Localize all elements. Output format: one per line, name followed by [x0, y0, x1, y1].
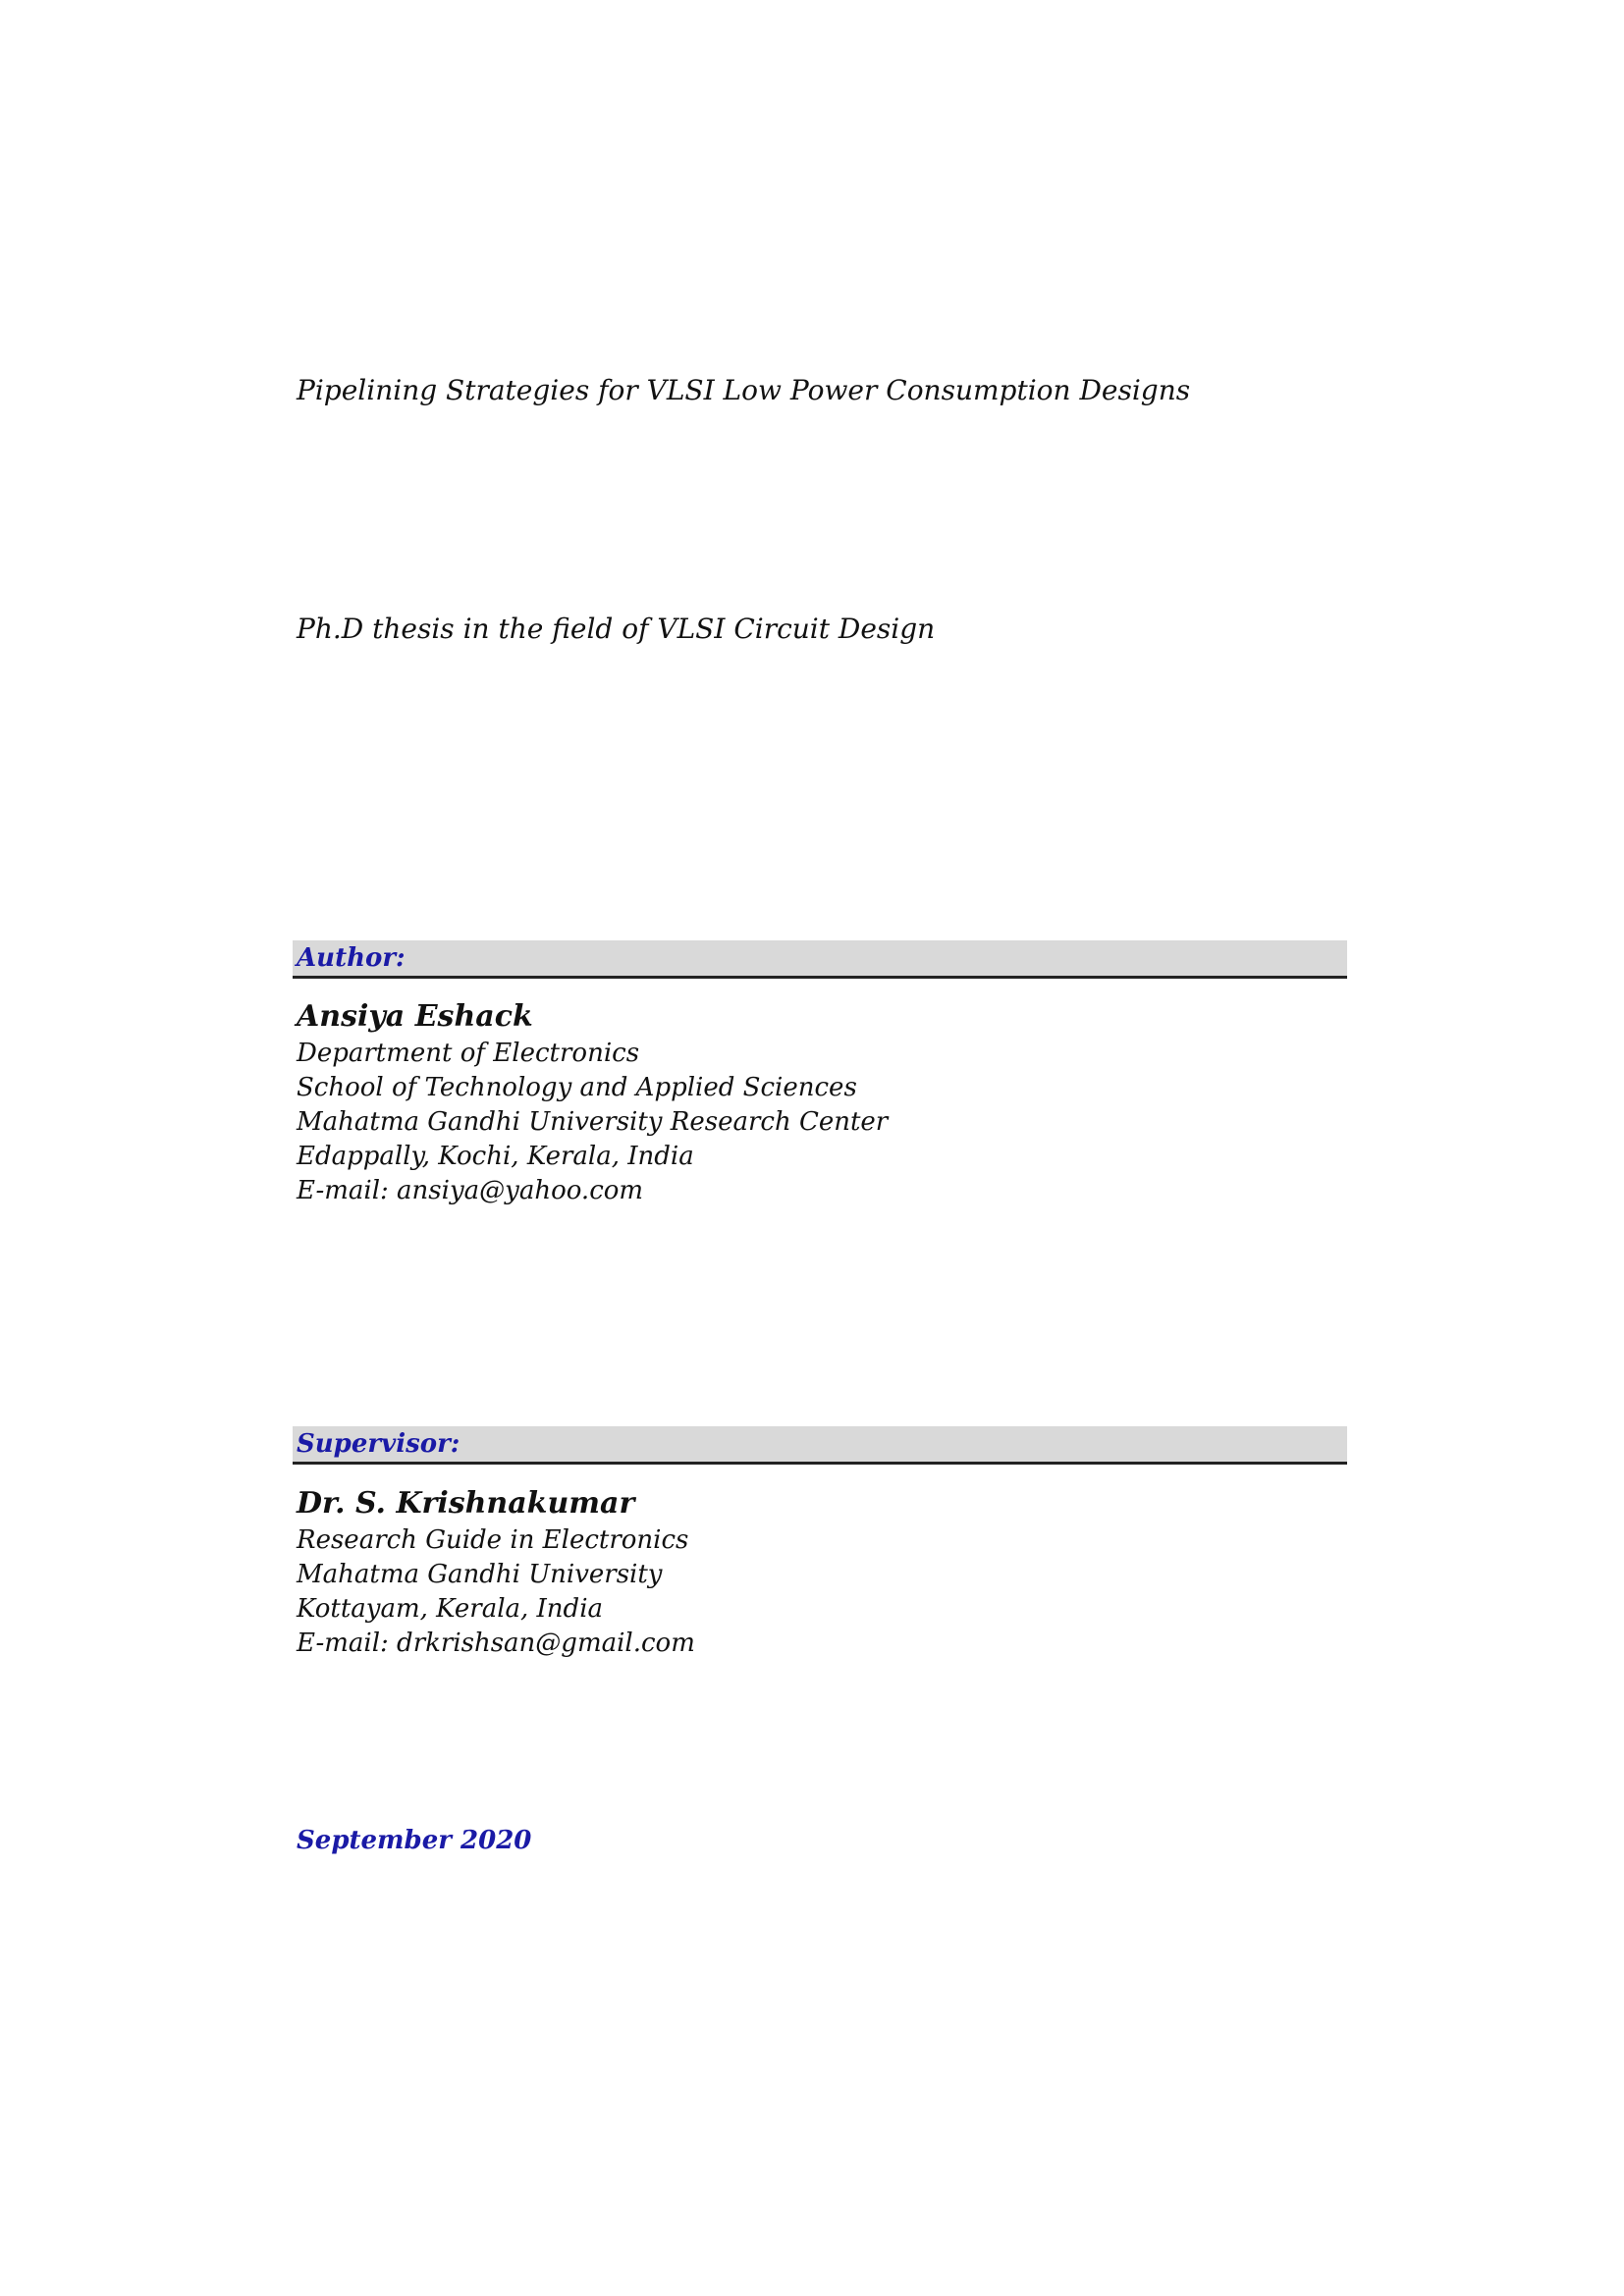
thesis-title: Pipelining Strategies for VLSI Low Power Consumption Designs — [297, 374, 1191, 406]
author-department: Department of Electronics — [297, 1039, 640, 1068]
supervisor-details — [297, 1484, 695, 1661]
author-section-header — [293, 940, 1347, 979]
supervisor-location: Kottayam, Kerala, India — [297, 1594, 604, 1624]
author-email: E-mail: ansiya@yahoo.com — [297, 1176, 644, 1205]
supervisor-institution: Mahatma Gandhi University — [297, 1560, 663, 1589]
supervisor-section-header — [293, 1426, 1347, 1465]
author-details — [297, 997, 888, 1208]
supervisor-email: E-mail: drkrishsan@gmail.com — [297, 1629, 695, 1658]
supervisor-section-label: Supervisor: — [297, 1429, 460, 1459]
supervisor-name: Dr. S. Krishnakumar — [297, 1486, 635, 1521]
author-school: School of Technology and Applied Sciences — [297, 1073, 857, 1102]
thesis-date: September 2020 — [297, 1826, 532, 1855]
author-section-label: Author: — [297, 943, 406, 973]
supervisor-role: Research Guide in Electronics — [297, 1525, 689, 1555]
author-location: Edappally, Kochi, Kerala, India — [297, 1142, 694, 1171]
thesis-field: Ph.D thesis in the field of VLSI Circuit Design — [297, 613, 936, 645]
author-name: Ansiya Eshack — [297, 999, 533, 1034]
author-institution: Mahatma Gandhi University Research Center — [297, 1107, 889, 1137]
